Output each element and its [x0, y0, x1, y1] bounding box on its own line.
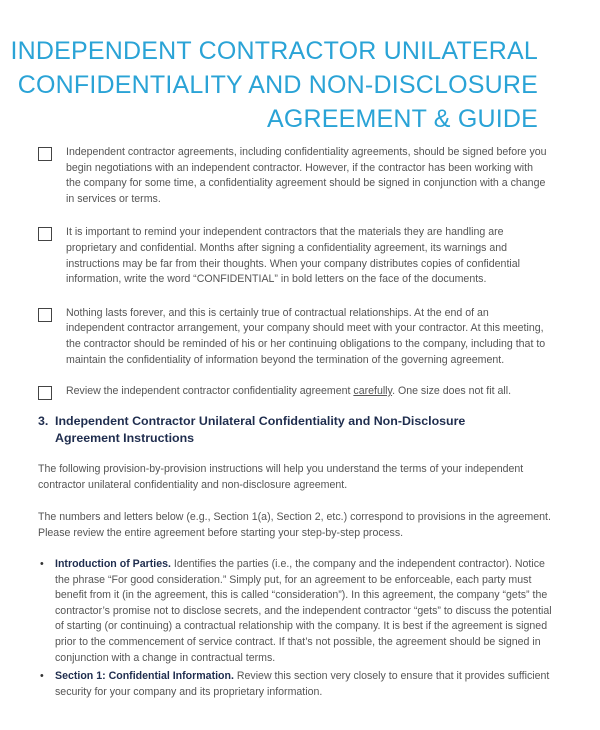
- checklist-item-text: [66, 385, 511, 397]
- checkbox[interactable]: [38, 227, 52, 241]
- checkbox[interactable]: [38, 147, 52, 161]
- bullet-text: Review this section very closely to ensure that it provides sufficient security for your company and its proprietary information.: [55, 670, 550, 698]
- instruction-list: [38, 557, 556, 700]
- checklist-item: [38, 145, 550, 207]
- bullet-text: Identifies the parties (i.e., the company and the independent contractor). Notice the phrase “For good consideration.” Simply put, for an agreement to be enforceable, each party must benefit from it (in the agreement, this is called “consideration”). In this agreement, the company “gets” the contractor’s promise not to disclose secrets, and the independent contractor “gets” to discuss the potential of starting (or continuing) a contractual relationship with the company. It is best if the agreement is signed prior to the commencement of service contract. If that’s not possible, the agreement should be signed in conjunction with a change in contractual terms.: [55, 558, 552, 664]
- checklist-item: [38, 306, 550, 368]
- checklist-item-text: Independent contractor agreements, including confidentiality agreements, should be signed before you begin negotiations with an independent contractor. However, if the contractor has been working with the company for some time, a confidentiality agreement should be signed in conjunction with a change in services or terms.: [66, 146, 547, 205]
- text-after: . One size does not fit all.: [392, 385, 512, 398]
- document-title: [10, 34, 538, 136]
- section-heading-line-1: Independent Contractor Unilateral Confidentiality and Non-Disclosure: [55, 414, 466, 428]
- bullet-marker: •: [40, 558, 44, 570]
- list-item: [38, 669, 556, 700]
- section-heading-line-2: Agreement Instructions: [55, 430, 195, 445]
- checkbox[interactable]: [38, 308, 52, 322]
- title-line-3: AGREEMENT & GUIDE: [266, 105, 538, 133]
- section-heading: [38, 413, 558, 446]
- intro-paragraph: The following provision-by-provision instructions will help you understand the terms of your independent contractor unilateral confidentiality and non-disclosure agreement.: [38, 463, 524, 491]
- bullet-heading: Section 1: Confidential Information.: [55, 670, 234, 683]
- checkbox[interactable]: [38, 386, 52, 400]
- underlined-word: carefully: [353, 385, 393, 398]
- checklist-item-text: It is important to remind your independent contractors that the materials they are handling are proprietary and confidential. Months after signing a confidentiality agreement, its warnings and instructions may be far from their thoughts. When your company distributes copies of confidential information, write the word “CONFIDENTIAL” in bold letters on the face of the documents.: [66, 226, 520, 286]
- list-item: [38, 557, 556, 666]
- checklist: [38, 145, 550, 400]
- section-number: 3.: [38, 414, 49, 428]
- title-line-1: INDEPENDENT CONTRACTOR UNILATERAL: [10, 37, 538, 65]
- bullet-marker: •: [40, 670, 44, 683]
- text-before: Review the independent contractor confidentiality agreement: [66, 385, 354, 398]
- instructions-paragraph: The numbers and letters below (e.g., Section 1(a), Section 2, etc.) correspond to provisions in the agreement. Please review the entire agreement before starting your step-by-step process.: [38, 511, 551, 539]
- checklist-item: [38, 384, 550, 400]
- bullet-heading: Introduction of Parties.: [55, 558, 171, 570]
- checklist-item: [38, 225, 550, 287]
- title-line-2: CONFIDENTIALITY AND NON-DISCLOSURE: [17, 71, 538, 99]
- checklist-item-text: Nothing lasts forever, and this is certainly true of contractual relationships. At the end of an independent contractor arrangement, your company should meet with your contractor. At this meeting, the contractor should be reminded of his or her continuing obligations to the company, including that to maintain the confidentiality of information beyond the termination of the governing agreement.: [66, 306, 546, 366]
